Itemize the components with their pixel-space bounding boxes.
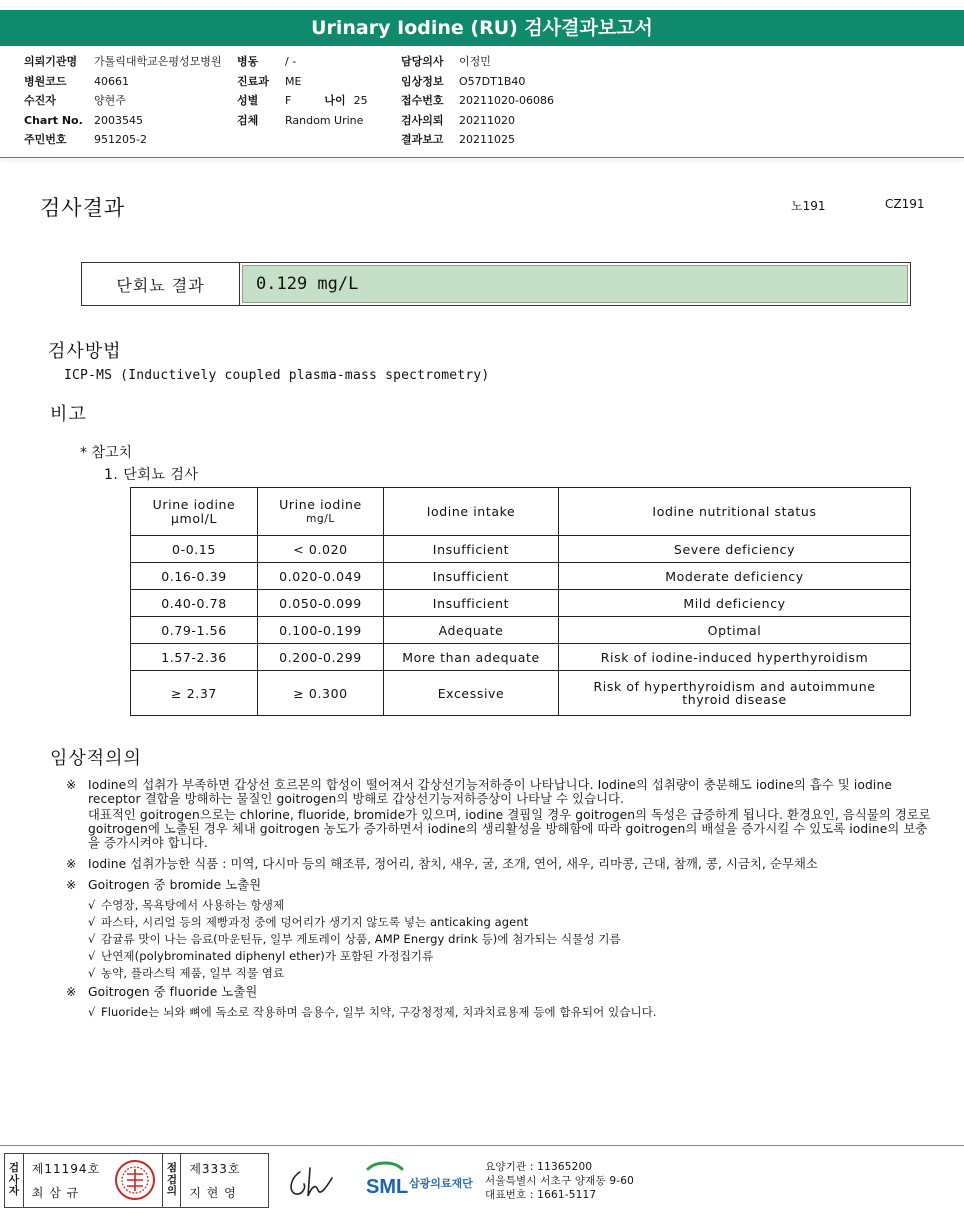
cell-mg: 0.100-0.199	[258, 617, 384, 644]
meta-value: ME	[285, 74, 302, 88]
header-divider	[0, 157, 964, 158]
meta-label: 수진자	[24, 94, 56, 107]
table-row	[131, 590, 911, 617]
list-item: √ 파스타, 시리얼 등의 제빵과정 중에 덩어리가 생기지 않도록 넣는 anticaking agent	[88, 915, 529, 929]
reference-table	[130, 487, 911, 716]
cell-mg: 0.200-0.299	[258, 644, 384, 671]
cell-intake: Insufficient	[384, 563, 559, 590]
clinical-paragraph	[66, 985, 936, 1001]
reviewer-name: 지 현 영	[189, 1185, 237, 1200]
cell-mg: ≥ 0.300	[258, 671, 384, 716]
clinical-text: Iodine의 섭취가 부족하면 갑상선 호르몬의 합성이 떨어져서 갑상선기능저하증이 나타납니다. Iodine의 섭취량이 충분해도 iodine의 흡수 및 iodine receptor 결합을 방해하는 물질인 goitrogen의 방해로 갑상선기능저하증상이 나타날 수 있습니다.	[88, 778, 893, 806]
meta-value: 가톨릭대학교은평성모병원	[94, 55, 222, 68]
cell-status: Optimal	[559, 617, 911, 644]
inspector-cell	[24, 1154, 111, 1207]
footer-divider	[0, 1145, 964, 1146]
signature-box	[4, 1153, 269, 1208]
list-item: √ 농약, 플라스틱 제품, 일부 직물 염료	[88, 966, 285, 980]
table-row	[131, 671, 911, 716]
result-value: 0.129 mg/L	[242, 265, 908, 303]
remarks-title: 비고	[50, 404, 87, 425]
note-mark-icon: ※	[66, 878, 77, 892]
meta-value: F	[285, 94, 292, 107]
meta-label: 검체	[237, 113, 259, 127]
meta-value: / -	[285, 55, 297, 68]
meta-value: Random Urine	[285, 113, 364, 127]
report-title: Urinary Iodine (RU) 검사결과보고서	[0, 10, 964, 46]
check-icon: √	[88, 966, 96, 980]
check-icon: √	[88, 932, 96, 946]
meta-label: Chart No.	[24, 113, 83, 127]
meta-value: 2003545	[94, 113, 143, 127]
test-code: 노191	[791, 199, 826, 213]
check-icon: √	[88, 1005, 96, 1019]
inspector-label: 검 사 자	[5, 1154, 24, 1207]
meta-label: 담당의사	[401, 55, 444, 68]
check-icon: √	[88, 949, 96, 963]
cell-umol: 0-0.15	[131, 536, 258, 563]
cell-intake: Insufficient	[384, 590, 559, 617]
column-header: Urine iodine μmol/L	[131, 488, 258, 536]
column-header: Iodine intake	[384, 488, 559, 536]
meta-label: 접수번호	[401, 94, 444, 107]
lab-phone: 대표번호 : 1661-5117	[485, 1189, 597, 1201]
cell-status: Severe deficiency	[559, 536, 911, 563]
cell-status: Moderate deficiency	[559, 563, 911, 590]
meta-value: O57DT1B40	[459, 74, 526, 88]
test-code-alt: CZ191	[885, 197, 925, 211]
result-label: 단회뇨 결과	[82, 263, 240, 305]
cell-mg: 0.050-0.099	[258, 590, 384, 617]
cell-status: Risk of iodine-induced hyperthyroidism	[559, 644, 911, 671]
result-box	[81, 262, 911, 306]
clinical-paragraph	[66, 878, 936, 894]
cell-intake: More than adequate	[384, 644, 559, 671]
reference-subheading: 1. 단회뇨 검사	[104, 467, 199, 483]
meta-label: 주민번호	[24, 133, 67, 146]
meta-label: 임상정보	[401, 74, 444, 88]
meta-right	[401, 52, 554, 150]
check-icon: √	[88, 915, 96, 929]
meta-value: 이정민	[459, 55, 491, 68]
age-value: 25	[353, 94, 368, 107]
age-label: 나이	[324, 94, 346, 107]
meta-label: 결과보고	[401, 133, 444, 146]
bromide-title: Goitrogen 중 bromide 노출원	[88, 878, 262, 892]
cell-mg: < 0.020	[258, 536, 384, 563]
cell-umol: 0.40-0.78	[131, 590, 258, 617]
cell-mg: 0.020-0.049	[258, 563, 384, 590]
cell-umol: 0.79-1.56	[131, 617, 258, 644]
list-item: √ Fluoride는 뇌와 뼈에 독소로 작용하며 음용수, 일부 치약, 구강청정제, 치과치료용제 등에 함유되어 있습니다.	[88, 1005, 657, 1019]
meta-left	[24, 52, 222, 150]
list-item: √ 난연제(polybrominated diphenyl ether)가 포함된 가정집기류	[88, 949, 434, 963]
reference-heading: * 참고치	[80, 445, 133, 461]
note-mark-icon: ※	[66, 778, 77, 792]
clinical-title: 임상적의의	[50, 748, 142, 769]
meta-value: 양현주	[94, 94, 126, 107]
column-header: Urine iodine mg/L	[258, 488, 384, 536]
lab-address: 서울특별시 서초구 양재동 9-60	[485, 1175, 635, 1187]
note-mark-icon: ※	[66, 985, 77, 999]
check-icon: √	[88, 898, 96, 912]
signature-icon	[280, 1158, 340, 1204]
cell-status: Risk of hyperthyroidism and autoimmune thyroid disease	[559, 671, 911, 716]
table-row	[131, 536, 911, 563]
cell-intake: Adequate	[384, 617, 559, 644]
meta-value: 20211025	[459, 133, 515, 146]
meta-label: 병원코드	[24, 74, 67, 88]
meta-value: 20211020	[459, 113, 515, 127]
reviewer-label: 점 검 의	[162, 1154, 181, 1207]
list-item: √ 감귤류 맛이 나는 음료(마운틴듀, 일부 게토레이 상품, AMP Energy drink 등)에 첨가되는 식물성 기름	[88, 932, 621, 946]
meta-label: 진료과	[237, 74, 269, 88]
meta-label: 검사의뢰	[401, 113, 444, 127]
clinical-text: 대표적인 goitrogen으로는 chlorine, fluoride, bromide가 있으며, iodine 결핍일 경우 goitrogen의 독성은 급증하게 됩니다. 환경요인, 음식물의 경로로 goitrogen에 노출된 경우 체내 goitrogen 농도가 증가하면서 iodine의 생리활성을 방해함에 따라 goitrogen의 배설을 증가시킬 수 있도록 iodine의 보충을 증가시켜야 합니다.	[88, 808, 931, 850]
fluoride-title: Goitrogen 중 fluoride 노출원	[88, 985, 258, 999]
clinical-paragraph	[66, 778, 936, 852]
clinical-paragraph	[66, 857, 936, 873]
lab-info	[485, 1160, 634, 1202]
list-item: √ 수영장, 목욕탕에서 사용하는 항생제	[88, 898, 285, 912]
method-title: 검사방법	[48, 341, 122, 362]
seal-stamp-icon	[112, 1157, 158, 1203]
inspector-name: 최 삼 규	[31, 1185, 80, 1200]
cell-umol: 0.16-0.39	[131, 563, 258, 590]
cell-intake: Insufficient	[384, 536, 559, 563]
cell-status: Mild deficiency	[559, 590, 911, 617]
reviewer-cell	[181, 1154, 268, 1207]
logo-letters: SML	[366, 1176, 409, 1198]
meta-value: 40661	[94, 74, 129, 88]
table-row	[131, 563, 911, 590]
table-header-row	[131, 488, 911, 536]
meta-value: 951205-2	[94, 133, 147, 146]
reviewer-license: 제333호	[189, 1161, 241, 1176]
note-mark-icon: ※	[66, 857, 77, 871]
column-header: Iodine nutritional status	[559, 488, 911, 536]
clinical-significance	[66, 778, 936, 1022]
meta-label: 의뢰기관명	[24, 55, 78, 68]
logo-org-name: 삼광의료재단	[409, 1177, 473, 1190]
meta-value: 20211020-06086	[459, 94, 554, 107]
food-list-text: Iodine 섭취가능한 식품 : 미역, 다시마 등의 해조류, 정어리, 참치, 새우, 굴, 조개, 연어, 새우, 리마콩, 근대, 참깨, 콩, 시금치, 순무채소	[88, 857, 818, 871]
institution-code: 요양기관 : 11365200	[485, 1161, 593, 1173]
table-row	[131, 644, 911, 671]
meta-mid	[237, 52, 368, 130]
inspector-license: 제11194호	[31, 1161, 101, 1176]
meta-label: 성별	[237, 94, 259, 107]
cell-umol: 1.57-2.36	[131, 644, 258, 671]
result-section-title: 검사결과	[40, 196, 126, 220]
method-text: ICP-MS (Inductively coupled plasma-mass spectrometry)	[64, 368, 490, 383]
meta-label: 병동	[237, 55, 259, 68]
sml-logo-icon	[364, 1159, 484, 1203]
table-row	[131, 617, 911, 644]
cell-umol: ≥ 2.37	[131, 671, 258, 716]
cell-intake: Excessive	[384, 671, 559, 716]
